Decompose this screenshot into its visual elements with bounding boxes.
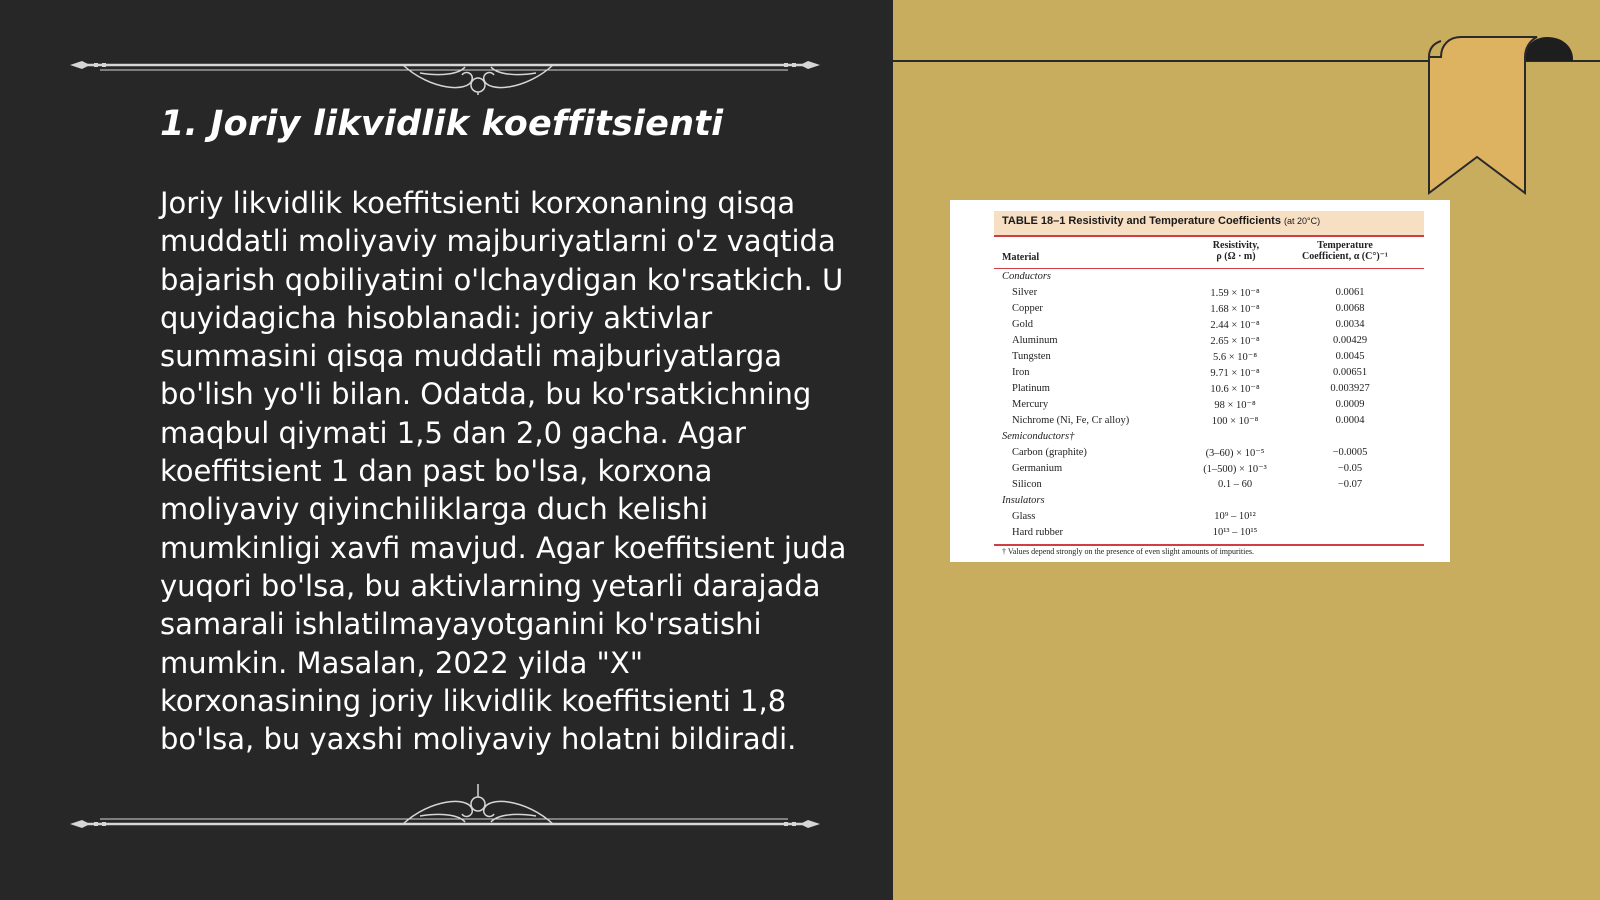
- coefficient-cell: 0.00651: [1332, 367, 1368, 378]
- table-row: [994, 510, 1424, 526]
- resistivity-cell: 2.65 × 10⁻⁸: [1210, 336, 1260, 347]
- table-row: [994, 398, 1424, 414]
- table-row: [994, 478, 1424, 494]
- table-row: [994, 526, 1424, 542]
- ornamental-border-bottom: [60, 782, 830, 832]
- material-cell: Platinum: [1012, 383, 1050, 394]
- coefficient-cell: 0.0045: [1335, 351, 1365, 362]
- slide-title: 1. Joriy likvidlik koeffitsienti: [160, 104, 724, 144]
- material-cell: Glass: [1012, 511, 1036, 522]
- table-header-rule: [994, 268, 1424, 269]
- material-cell: Iron: [1012, 367, 1030, 378]
- table-footer-rule: [994, 544, 1424, 546]
- table-row: [994, 350, 1424, 366]
- column-header-coefficient-line1: Temperature: [1317, 240, 1373, 251]
- table-group-row: [994, 494, 1424, 510]
- bookmark-ribbon-icon: [1425, 35, 1585, 205]
- ornamental-border-top: [60, 45, 830, 95]
- table-row: [994, 382, 1424, 398]
- material-cell: Hard rubber: [1012, 527, 1064, 538]
- resistivity-cell: 5.6 × 10⁻⁸: [1213, 352, 1257, 363]
- table-group-row: [994, 430, 1424, 446]
- table-caption-bar: [994, 211, 1424, 237]
- column-header-coefficient: [1290, 240, 1400, 262]
- resistivity-cell: (1–500) × 10⁻³: [1203, 464, 1267, 475]
- material-cell: Tungsten: [1012, 351, 1051, 362]
- material-cell: Gold: [1012, 319, 1033, 330]
- table-row: [994, 366, 1424, 382]
- material-cell: Mercury: [1012, 399, 1049, 410]
- column-header-resistivity-line2: ρ (Ω · m): [1216, 251, 1256, 262]
- table-row: [994, 302, 1424, 318]
- coefficient-cell: 0.0061: [1335, 287, 1365, 298]
- material-cell: Silver: [1012, 287, 1038, 298]
- coefficient-cell: 0.0068: [1335, 303, 1365, 314]
- column-header-resistivity-line1: Resistivity,: [1212, 240, 1260, 251]
- column-header-material: Material: [1002, 252, 1040, 263]
- resistivity-cell: 98 × 10⁻⁸: [1214, 400, 1256, 411]
- resistivity-cell: (3–60) × 10⁻⁵: [1205, 448, 1265, 459]
- resistivity-cell: 0.1 – 60: [1217, 479, 1253, 490]
- coefficient-cell: −0.05: [1337, 463, 1363, 474]
- table-row: [994, 334, 1424, 350]
- resistivity-cell: 9.71 × 10⁻⁸: [1210, 368, 1260, 379]
- material-cell: Carbon (graphite): [1012, 447, 1087, 458]
- coefficient-cell: 0.0034: [1335, 319, 1365, 330]
- resistivity-cell: 2.44 × 10⁻⁸: [1210, 320, 1260, 331]
- coefficient-cell: −0.07: [1337, 479, 1363, 490]
- coefficient-cell: 0.0004: [1335, 415, 1365, 426]
- coefficient-cell: 0.00429: [1332, 335, 1368, 346]
- table-row: [994, 318, 1424, 334]
- coefficient-cell: 0.003927: [1330, 383, 1370, 394]
- group-label: Conductors: [1002, 271, 1052, 282]
- resistivity-cell: 10⁹ – 10¹²: [1214, 511, 1256, 522]
- material-cell: Aluminum: [1012, 335, 1058, 346]
- group-label: Insulators: [1002, 495, 1045, 506]
- coefficient-cell: −0.0005: [1332, 447, 1368, 458]
- table-row: [994, 286, 1424, 302]
- material-cell: Germanium: [1012, 463, 1063, 474]
- table-caption-condition: (at 20°C): [1284, 216, 1321, 226]
- resistivity-table-image: [950, 200, 1450, 562]
- coefficient-cell: 0.0009: [1335, 399, 1365, 410]
- resistivity-cell: 1.59 × 10⁻⁸: [1210, 288, 1260, 299]
- slide-body-text: Joriy likvidlik koeffitsienti korxonaning qisqa muddatli moliyaviy majburiyatlarni o'z vaqtida bajarish qobiliyatini o'lchaydigan ko'rsatkich. U quyidagicha hisoblanadi: joriy aktivlar summasini qisqa muddatli majburiyatlarga bo'lish yo'li bilan. Odatda, bu ko'rsatkichning maqbul qiymati 1,5 dan 2,0 gacha. Agar koeffitsient 1 dan past bo'lsa, korxona moliyaviy qiyinchiliklarga duch kelishi mumkinligi xavfi mavjud. Agar koeffitsient juda yuqori bo'lsa, bu aktivlarning yetarli darajada samarali ishlatilmayayotganini ko'rsatishi mumkin. Masalan, 2022 yilda "X" korxonasining joriy likvidlik koeffitsienti 1,8 bo'lsa, bu yaxshi moliyaviy holatni bildiradi.: [160, 186, 847, 757]
- table-caption-text: TABLE 18–1 Resistivity and Temperature Coefficients: [1002, 215, 1281, 227]
- table-row: [994, 414, 1424, 430]
- material-cell: Nichrome (Ni, Fe, Cr alloy): [1012, 415, 1130, 426]
- table-footnote: † Values depend strongly on the presence of even slight amounts of impurities.: [1002, 547, 1255, 556]
- resistivity-cell: 100 × 10⁻⁸: [1211, 416, 1259, 427]
- column-header-resistivity: [1196, 240, 1276, 262]
- material-cell: Copper: [1012, 303, 1043, 314]
- table-group-row: [994, 270, 1424, 286]
- resistivity-cell: 1.68 × 10⁻⁸: [1210, 304, 1260, 315]
- column-header-coefficient-line2: Coefficient, α (C°)⁻¹: [1302, 251, 1388, 262]
- group-label: Semiconductors†: [1002, 431, 1075, 442]
- table-caption: [1002, 215, 1320, 227]
- resistivity-cell: 10.6 × 10⁻⁸: [1210, 384, 1260, 395]
- table-row: [994, 462, 1424, 478]
- resistivity-cell: 10¹³ – 10¹⁵: [1212, 527, 1258, 538]
- material-cell: Silicon: [1012, 479, 1042, 490]
- table-row: [994, 446, 1424, 462]
